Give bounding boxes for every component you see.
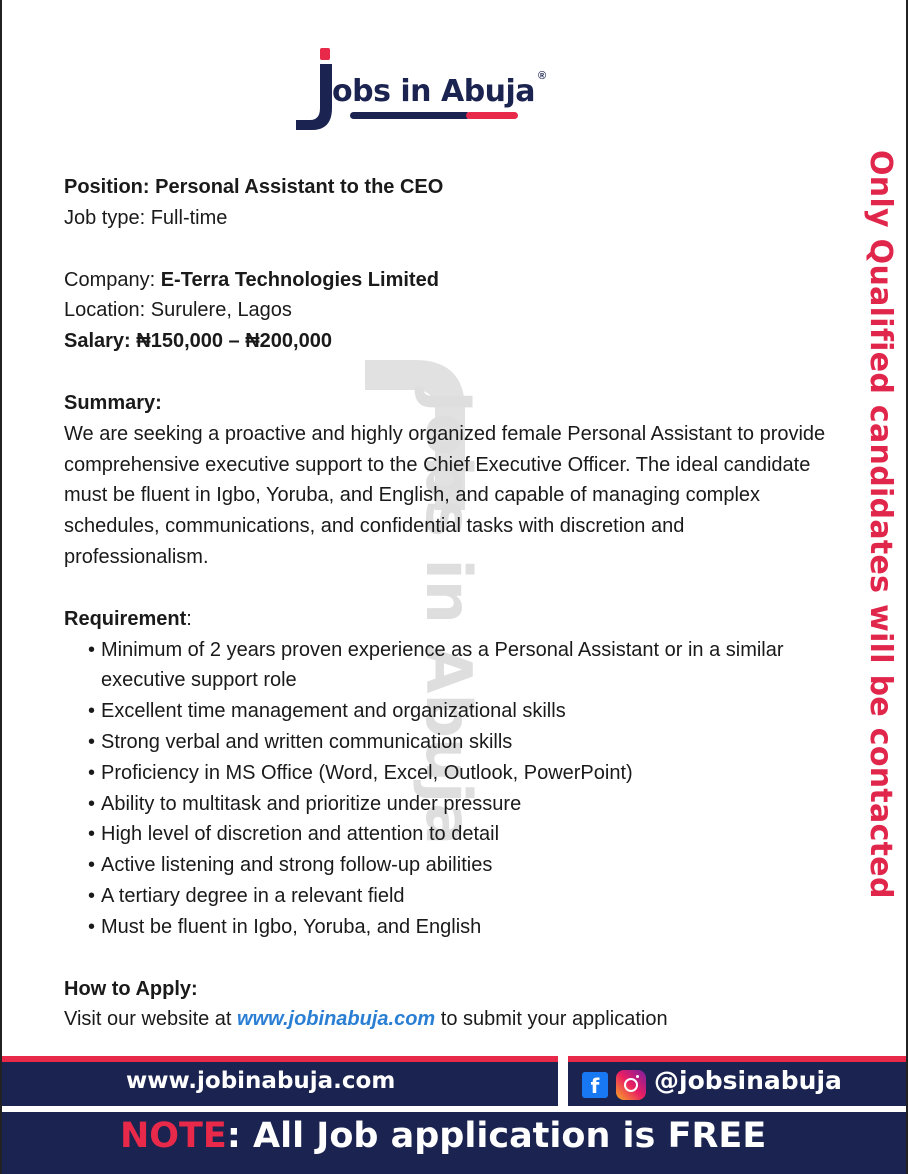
requirement-heading-line: [64, 604, 844, 635]
list-item: • High level of discretion and attention to detail: [88, 819, 844, 850]
logo-underline-navy: [350, 112, 470, 119]
location: Location: Surulere, Lagos: [64, 299, 292, 322]
social-handle[interactable]: @jobsinabuja: [654, 1066, 842, 1095]
jobs-in-abuja-logo: [292, 46, 562, 138]
position-title: Position: Personal Assistant to the CEO: [64, 176, 444, 198]
apply-prefix: Visit our website at: [64, 1008, 238, 1031]
side-note-text: Only Qualified candidates will be contacted: [863, 150, 898, 899]
list-item: • Active listening and strong follow-up abilities: [88, 850, 844, 881]
summary-heading: Summary:: [64, 391, 162, 414]
list-item: • Strong verbal and written communication skills: [88, 727, 844, 758]
requirement-heading: Requirement: [64, 607, 187, 630]
requirement-colon: :: [186, 607, 192, 630]
logo-underline-red: [466, 112, 518, 119]
logo-text: obs in Abuja: [332, 74, 536, 109]
salary: Salary: ₦150,000 – ₦200,000: [64, 330, 332, 353]
facebook-icon[interactable]: f: [582, 1072, 608, 1098]
list-item: • Minimum of 2 years proven experience as a Personal Assistant or in a similar executive support role: [88, 635, 798, 697]
website-link[interactable]: www.jobinabuja.com: [237, 1008, 436, 1031]
instagram-icon[interactable]: [616, 1070, 646, 1100]
footer-website[interactable]: www.jobinabuja.com: [126, 1068, 396, 1094]
note-label: NOTE: [120, 1116, 227, 1156]
apply-text: [64, 1004, 844, 1035]
side-note: [863, 150, 904, 899]
company-name: E-Terra Technologies Limited: [160, 268, 439, 291]
company-label: Company:: [64, 268, 161, 291]
spacer: [64, 943, 844, 974]
spacer: [64, 357, 844, 388]
registered-mark: ®: [538, 70, 547, 82]
company-line: [64, 265, 844, 296]
note-text: : All Job application is FREE: [226, 1116, 767, 1156]
job-type: Job type: Full-time: [64, 206, 228, 229]
list-item: • Must be fluent in Igbo, Yoruba, and English: [88, 912, 844, 943]
footer-note: [120, 1116, 766, 1156]
requirements-list: [88, 635, 844, 943]
list-item: • A tertiary degree in a relevant field: [88, 881, 844, 912]
list-item: • Ability to multitask and prioritize under pressure: [88, 789, 844, 820]
apply-suffix: to submit your application: [435, 1008, 668, 1031]
watermark-text: Jobs in Abuja: [412, 390, 485, 846]
job-details: [64, 172, 844, 1035]
list-item: • Excellent time management and organizational skills: [88, 696, 844, 727]
spacer: [64, 234, 844, 265]
list-item: • Proficiency in MS Office (Word, Excel, Outlook, PowerPoint): [88, 758, 844, 789]
summary-text: We are seeking a proactive and highly organized female Personal Assistant to provide comprehensive executive support to the Chief Executive Officer. The ideal candidate must be fluent in Igbo, Yoruba, and English, and capable of managing complex schedules, communications, and confidential tasks with discretion and professionalism.: [64, 422, 826, 568]
spacer: [64, 573, 844, 604]
apply-heading: How to Apply:: [64, 977, 198, 1000]
